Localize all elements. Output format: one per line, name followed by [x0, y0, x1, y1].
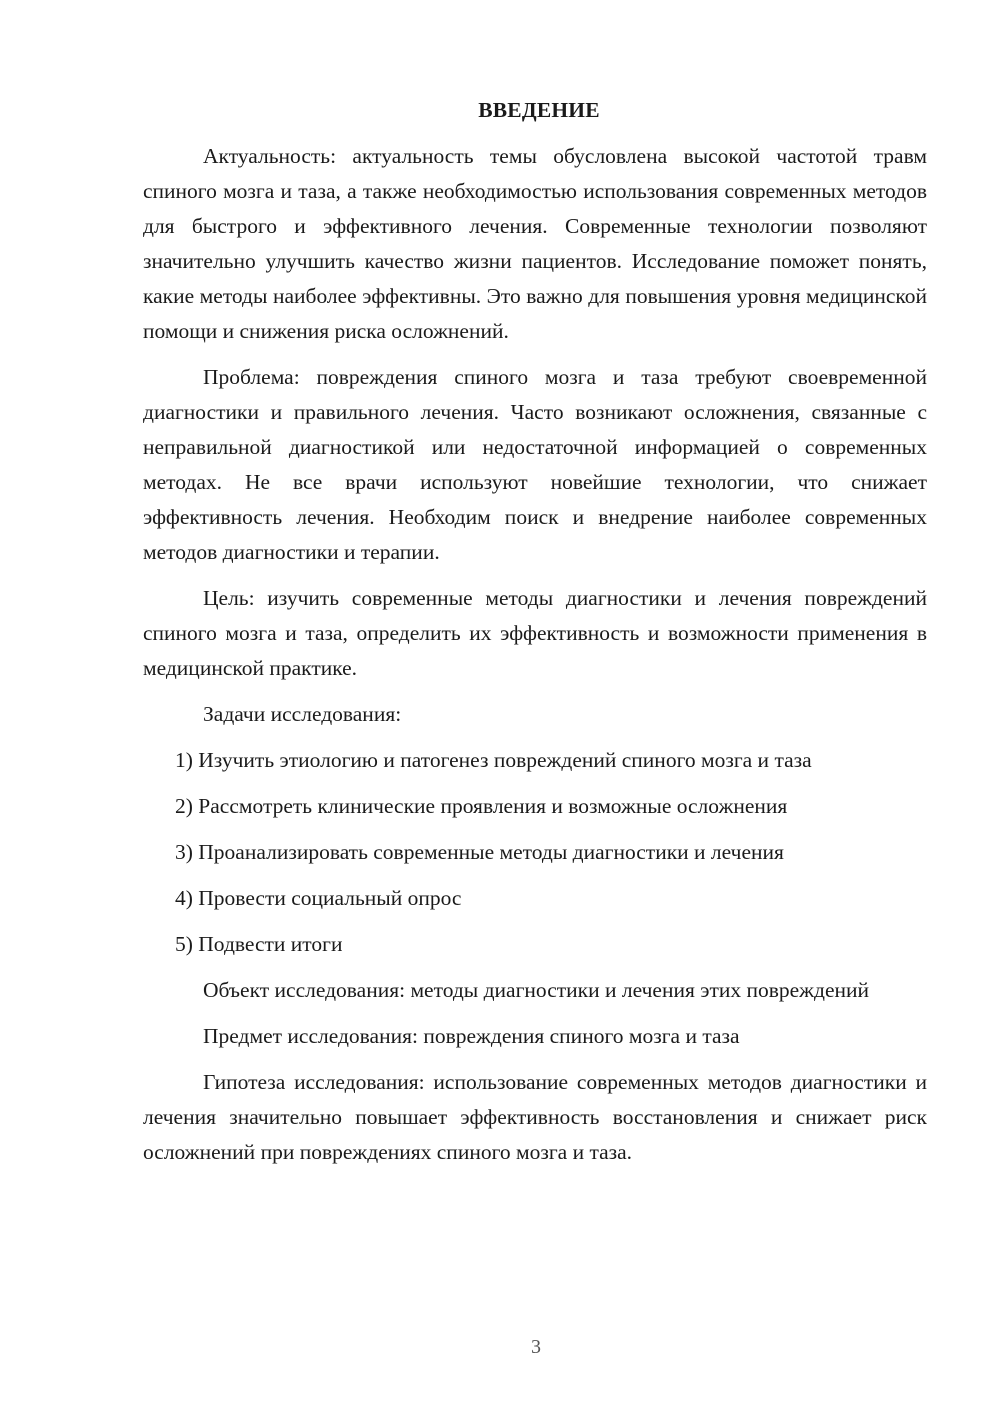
paragraph-relevance: Актуальность: актуальность темы обусловлена высокой частотой травм спиного мозга и таза, а также необходимостью использования современных методов для быстрого и эффективного лечения. Современные технологии позволяют значительно улучшить качество жизни пациентов. Исследование поможет понять, какие методы наиболее эффективны. Это важно для повышения уровня медицинской помощи и снижения риска осложнений.: [143, 144, 927, 343]
task-item-2: 2) Рассмотреть клинические проявления и возможные осложнения: [175, 794, 788, 818]
task-item-5: 5) Подвести итоги: [175, 932, 343, 956]
page-number: 3: [531, 1336, 541, 1358]
document-body: [143, 93, 927, 1181]
task-item-1: 1) Изучить этиологию и патогенез повреждений спиного мозга и таза: [175, 748, 812, 772]
task-item-3: 3) Проанализировать современные методы диагностики и лечения: [175, 840, 784, 864]
paragraph-object: Объект исследования: методы диагностики и лечения этих повреждений: [203, 978, 870, 1002]
task-item-4: 4) Провести социальный опрос: [175, 886, 462, 910]
tasks-list: [143, 743, 927, 962]
paragraph-problem: Проблема: повреждения спиного мозга и таза требуют своевременной диагностики и правильного лечения. Часто возникают осложнения, связанные с неправильной диагностикой или недостаточной информацией о современных методах. Не все врачи используют новейшие технологии, что снижает эффективность лечения. Необходим поиск и внедрение наиболее современных методов диагностики и терапии.: [143, 365, 927, 564]
tasks-heading: Задачи исследования:: [203, 702, 402, 726]
paragraph-hypothesis: Гипотеза исследования: использование современных методов диагностики и лечения значительно повышает эффективность восстановления и снижает риск осложнений при повреждениях спиного мозга и таза.: [143, 1070, 927, 1164]
paragraph-subject: Предмет исследования: повреждения спиного мозга и таза: [203, 1024, 740, 1048]
page-title: ВВЕДЕНИЕ: [478, 98, 600, 122]
paragraph-goal: Цель: изучить современные методы диагностики и лечения повреждений спиного мозга и таза, определить их эффективность и возможности применения в медицинской практике.: [143, 586, 927, 680]
